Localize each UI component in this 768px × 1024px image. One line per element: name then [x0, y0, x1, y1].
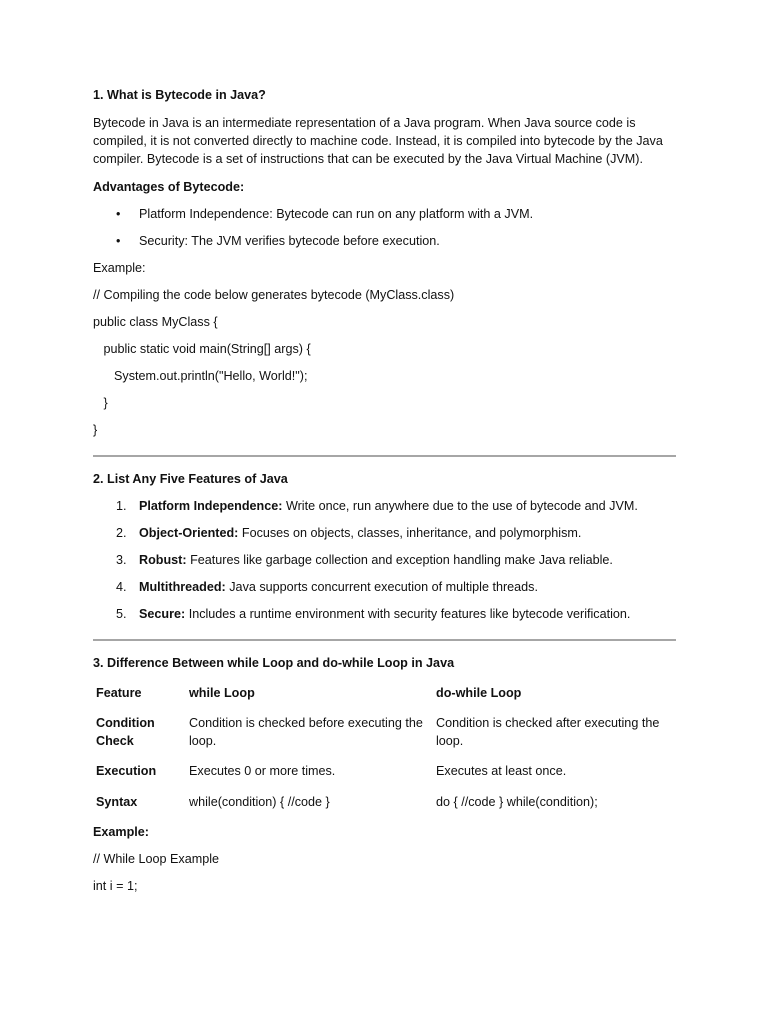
feature-term: Robust:	[139, 553, 187, 567]
feature-desc: Focuses on objects, classes, inheritance, and polymorphism.	[238, 526, 582, 540]
table-row	[93, 714, 676, 750]
item-number: 3.	[116, 553, 127, 567]
bullet-icon: •	[116, 207, 121, 221]
feature-desc: Includes a runtime environment with security features like bytecode verification.	[185, 607, 631, 621]
table-header: Feature	[96, 686, 142, 700]
table-cell: Executes at least once.	[436, 764, 567, 778]
code-line: public static void main(String[] args) {	[93, 342, 311, 356]
comparison-table	[93, 684, 676, 811]
example-label: Example:	[93, 825, 149, 839]
item-number: 2.	[116, 526, 127, 540]
table-cell: do { //code } while(condition);	[436, 795, 598, 809]
list-item	[93, 205, 676, 223]
table-header: while Loop	[189, 686, 255, 700]
item-number: 5.	[116, 607, 127, 621]
table-cell: Syntax	[96, 795, 138, 809]
table-row	[93, 793, 676, 811]
feature-term: Object-Oriented:	[139, 526, 239, 540]
table-header-row	[93, 684, 676, 702]
code-line: System.out.println("Hello, World!");	[93, 369, 308, 383]
list-item	[93, 578, 676, 596]
table-cell: while(condition) { //code }	[189, 795, 330, 809]
features-list	[93, 497, 676, 623]
feature-term: Platform Independence:	[139, 499, 283, 513]
advantage-text: Security: The JVM verifies bytecode before execution.	[139, 234, 440, 248]
advantages-heading: Advantages of Bytecode:	[93, 180, 245, 194]
feature-desc: Features like garbage collection and exception handling make Java reliable.	[186, 553, 613, 567]
code-line: int i = 1;	[93, 879, 138, 893]
feature-desc: Java supports concurrent execution of multiple threads.	[225, 580, 538, 594]
list-item	[93, 605, 676, 623]
code-block	[93, 850, 676, 895]
section-3-title: 3. Difference Between while Loop and do-while Loop in Java	[93, 656, 455, 670]
table-header: do-while Loop	[436, 686, 522, 700]
item-number: 1.	[116, 499, 127, 513]
feature-term: Multithreaded:	[139, 580, 226, 594]
code-block	[93, 286, 676, 439]
code-line: // Compiling the code below generates bytecode (MyClass.class)	[93, 288, 455, 302]
list-item	[93, 524, 676, 542]
table-cell: Condition is checked before executing the loop.	[189, 716, 423, 748]
table-row	[93, 762, 676, 780]
advantage-text: Platform Independence: Bytecode can run on any platform with a JVM.	[139, 207, 534, 221]
advantages-list	[93, 205, 676, 250]
feature-desc: Write once, run anywhere due to the use of bytecode and JVM.	[282, 499, 638, 513]
code-line: // While Loop Example	[93, 852, 219, 866]
item-number: 4.	[116, 580, 127, 594]
code-line: }	[93, 423, 98, 437]
list-item	[93, 497, 676, 515]
section-2-title: 2. List Any Five Features of Java	[93, 472, 288, 486]
list-item	[93, 551, 676, 569]
document-page	[93, 86, 676, 895]
code-line: }	[93, 396, 108, 410]
table-cell: Condition is checked after executing the loop.	[436, 716, 660, 748]
section-1-title: 1. What is Bytecode in Java?	[93, 88, 266, 102]
list-item	[93, 232, 676, 250]
code-line: public class MyClass {	[93, 315, 218, 329]
feature-term: Secure:	[139, 607, 186, 621]
example-label: Example:	[93, 261, 146, 275]
bullet-icon: •	[116, 234, 121, 248]
bytecode-paragraph: Bytecode in Java is an intermediate representation of a Java program. When Java source code is compiled, it is not converted directly to machine code. Instead, it is compiled into bytecode by the Java compiler. Bytecode is a set of instructions that can be executed by the Java Virtual Machine (JVM).	[93, 116, 663, 166]
table-cell: Condition Check	[96, 716, 155, 748]
table-cell: Executes 0 or more times.	[189, 764, 336, 778]
table-cell: Execution	[96, 764, 157, 778]
